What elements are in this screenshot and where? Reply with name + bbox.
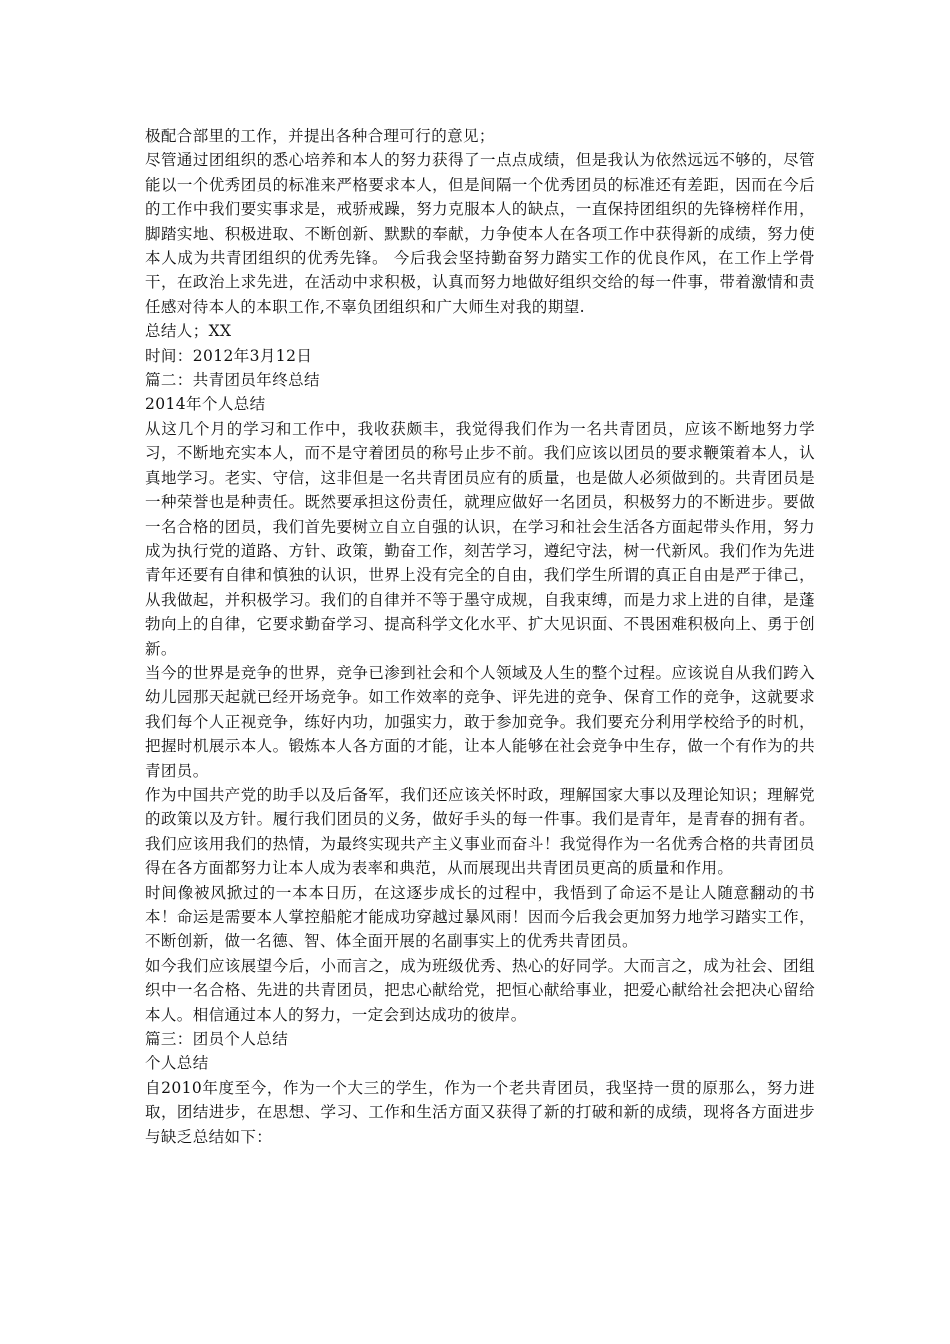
date-line: 时间：2012年3月12日	[145, 346, 313, 365]
section-heading-3: 篇三：团员个人总结	[145, 1030, 289, 1049]
subheading-personal-summary: 个人总结	[145, 1054, 209, 1073]
paragraph-continuation: 极配合部里的工作，并提出各种合理可行的意见；	[145, 127, 495, 145]
paragraph-calendar: 时间像被风掀过的一本本日历，在这逐步成长的过程中，我悟到了命运不是让人随意翻动的书本！命运是需要本人掌控船舵才能成功穿越过暴风雨！因而今后我会更加努力地学习踏实工作，不断创新，做一名德、智、体全面开展的名副事实上的优秀共青团员。	[145, 883, 815, 951]
paragraph-outlook: 如今我们应该展望今后，小而言之，成为班级优秀、热心的好同学。大而言之，成为社会、团组织中一名合格、先进的共青团员，把忠心献给党，把恒心献给事业，把爱心献给社会把决心留给本人。相信通过本人的努力，一定会到达成功的彼岸。	[145, 956, 815, 1024]
subheading-2014-summary: 2014年个人总结	[145, 395, 266, 414]
paragraph-party-assistant: 作为中国共产党的助手以及后备军，我们还应该关怀时政，理解国家大事以及理论知识；理解党的政策以及方针。履行我们团员的义务，做好手头的每一件事。我们是青年，是青春的拥有者。我们应该用我们的热情，为最终实现共产主义事业而奋斗！我觉得作为一名优秀合格的共青团员得在各方面都努力让本人成为表率和典范，从而展现出共青团员更高的质量和作用。	[145, 785, 815, 878]
paragraph-learning: 从这几个月的学习和工作中，我收获颇丰，我觉得我们作为一名共青团员，应该不断地努力学习，不断地充实本人，而不是守着团员的称号止步不前。我们应该以团员的要求鞭策着本人，认真地学习。老实、守信，这非但是一名共青团员应有的质量，也是做人必须做到的。共青团员是一种荣誉也是种责任。既然要承担这份责任，就理应做好一名团员，积极努力的不断进步。要做一名合格的团员，我们首先要树立自立自强的认识，在学习和社会生活各方面起带头作用，努力成为执行党的道路、方针、政策，勤奋工作，刻苦学习，遵纪守法，树一代新风。我们作为先进青年还要有自律和慎独的认识，世界上没有完全的自由，我们学生所谓的真正自由是严于律己，从我做起，并积极学习。我们的自律并不等于墨守成规，自我束缚，而是力求上进的自律，是蓬勃向上的自律，它要求勤奋学习、提高科学文化水平、扩大见识面、不畏困难积极向上、勇于创新。	[145, 419, 815, 658]
paragraph-since-2010: 自2010年度至今，作为一个大三的学生，作为一个老共青团员，我坚持一贯的原那么，努力进取，团结进步，在思想、学习、工作和生活方面又获得了新的打破和新的成绩，现将各方面进步与缺乏总结如下：	[145, 1078, 815, 1146]
paragraph-competition: 当今的世界是竞争的世界，竞争已渗到社会和个人领域及人生的整个过程。应该说自从我们跨入幼儿园那天起就已经开场竞争。如工作效率的竞争、评先进的竞争、保育工作的竞争，这就要求我们每个人正视竞争，练好内功，加强实力，敢于参加竞争。我们要充分利用学校给予的时机，把握时机展示本人。锻炼本人各方面的才能，让本人能够在社会竞争中生存，做一个有作为的共青团员。	[145, 663, 815, 780]
document-body	[145, 124, 815, 1149]
section-heading-2: 篇二：共青团员年终总结	[145, 371, 320, 390]
paragraph-self-reflection: 尽管通过团组织的悉心培养和本人的努力获得了一点点成绩，但是我认为依然远远不够的，尽管能以一个优秀团员的标准来严格要求本人，但是间隔一个优秀团员的标准还有差距，因而在今后的工作中我们要实事求是，戒骄戒躁，努力克服本人的缺点，一直保持团组织的先锋榜样作用，脚踏实地、积极进取、不断创新、默默的奉献，力争使本人在各项工作中获得新的成绩，努力使本人成为共青团组织的优秀先锋。 今后我会坚持勤奋努力踏实工作的优良作风，在工作上学骨干，在政治上求先进，在活动中求积极，认真而努力地做好组织交给的每一件事，带着激情和责任感对待本人的本职工作,不辜负团组织和广大师生对我的期望.	[145, 151, 815, 316]
signature-line: 总结人；XX	[145, 322, 232, 341]
